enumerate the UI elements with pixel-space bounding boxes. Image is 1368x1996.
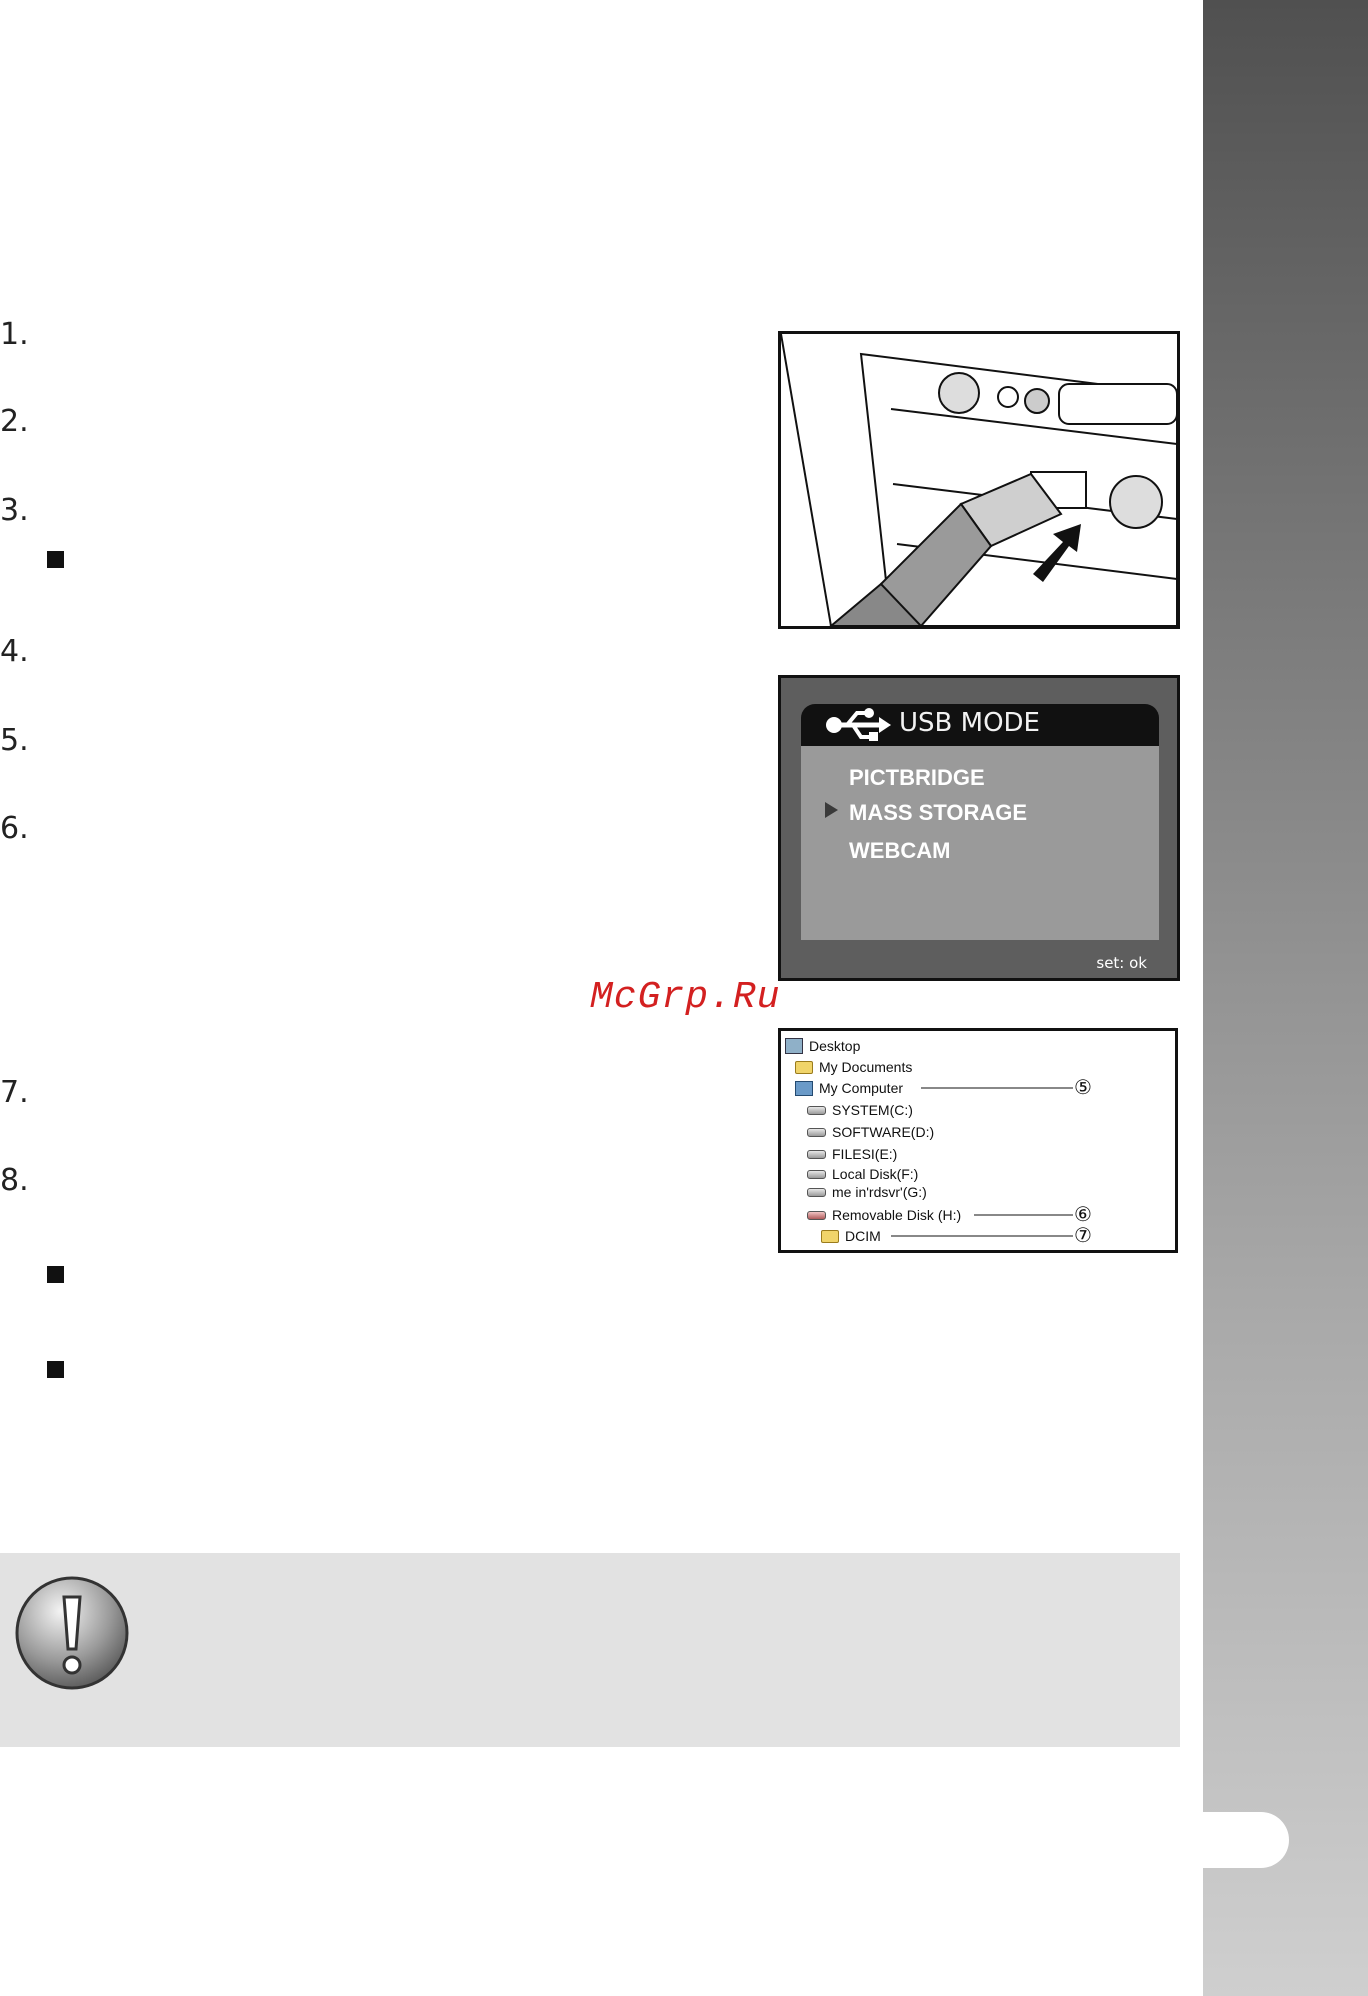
step-number-7: 7. — [0, 1075, 29, 1110]
tree-item-local-disk-f[interactable] — [807, 1164, 918, 1184]
usb-connection-illustration — [778, 331, 1180, 629]
computer-icon — [795, 1081, 813, 1096]
network-drive-icon — [807, 1188, 826, 1197]
tree-item-filesi-e[interactable] — [807, 1144, 897, 1164]
step-number-6: 6. — [0, 811, 29, 846]
tree-item-software-d[interactable] — [807, 1122, 934, 1142]
tree-item-label: SYSTEM(C:) — [832, 1102, 913, 1118]
bullet-square — [47, 1266, 64, 1283]
tree-item-label: SOFTWARE(D:) — [832, 1124, 935, 1140]
bullet-square — [47, 1361, 64, 1378]
watermark: McGrp.Ru — [590, 976, 781, 1019]
tree-item-dcim[interactable] — [821, 1226, 881, 1246]
bullet-square — [47, 551, 64, 568]
desktop-icon — [785, 1038, 803, 1054]
step-number-1: 1. — [0, 317, 29, 352]
folder-icon — [821, 1230, 839, 1243]
usb-mode-header — [801, 704, 1159, 746]
menu-item-mass-storage[interactable]: MASS STORAGE — [849, 800, 1028, 825]
step-number-5: 5. — [0, 723, 29, 758]
folder-icon — [795, 1061, 813, 1074]
usb-mode-title: USB MODE — [899, 708, 1040, 738]
usb-mode-menu — [801, 746, 1159, 940]
usb-symbol-icon — [825, 706, 891, 744]
usb-mode-footer-hint: set: ok — [1096, 954, 1147, 972]
tree-item-label: Desktop — [809, 1038, 861, 1054]
drive-icon — [807, 1106, 826, 1115]
drive-icon — [807, 1170, 826, 1179]
tree-item-my-documents[interactable] — [795, 1057, 912, 1077]
drive-icon — [807, 1128, 826, 1137]
tree-item-label: Local Disk(F:) — [832, 1166, 919, 1182]
explorer-tree-screenshot — [778, 1028, 1178, 1253]
tree-item-label: My Computer — [819, 1080, 904, 1096]
step-number-2: 2. — [0, 404, 29, 439]
tree-item-label: me in'rdsvr'(G:) — [832, 1184, 927, 1200]
tree-item-label: FILESI(E:) — [832, 1146, 898, 1162]
tree-item-removable-disk-h[interactable] — [807, 1205, 961, 1225]
menu-item-webcam[interactable]: WEBCAM — [849, 838, 951, 863]
tree-item-my-computer[interactable] — [795, 1078, 903, 1098]
side-tab-bar — [1203, 0, 1368, 1996]
page-number-tab — [1203, 1812, 1289, 1868]
step-number-3: 3. — [0, 493, 29, 528]
tree-item-label: Removable Disk (H:) — [832, 1207, 962, 1223]
callout-number-6: ⑥ — [1074, 1202, 1092, 1226]
removable-drive-icon — [807, 1211, 826, 1220]
tree-item-label: My Documents — [819, 1059, 913, 1075]
selection-arrow-icon — [825, 802, 838, 818]
tree-item-desktop[interactable] — [785, 1036, 860, 1056]
warning-exclamation-icon — [14, 1575, 130, 1691]
tree-item-system-c[interactable] — [807, 1100, 913, 1120]
callout-number-7: ⑦ — [1074, 1223, 1092, 1247]
step-number-4: 4. — [0, 634, 29, 669]
pc-usb-cable-drawing — [781, 334, 1177, 626]
usb-mode-screen — [778, 675, 1180, 981]
note-box — [0, 1553, 1180, 1747]
tree-item-label: DCIM — [845, 1228, 881, 1244]
callout-number-5: ⑤ — [1074, 1075, 1092, 1099]
drive-icon — [807, 1150, 826, 1159]
menu-item-pictbridge[interactable]: PICTBRIDGE — [849, 765, 985, 790]
step-number-8: 8. — [0, 1163, 29, 1198]
tree-item-network-g[interactable] — [807, 1182, 927, 1202]
